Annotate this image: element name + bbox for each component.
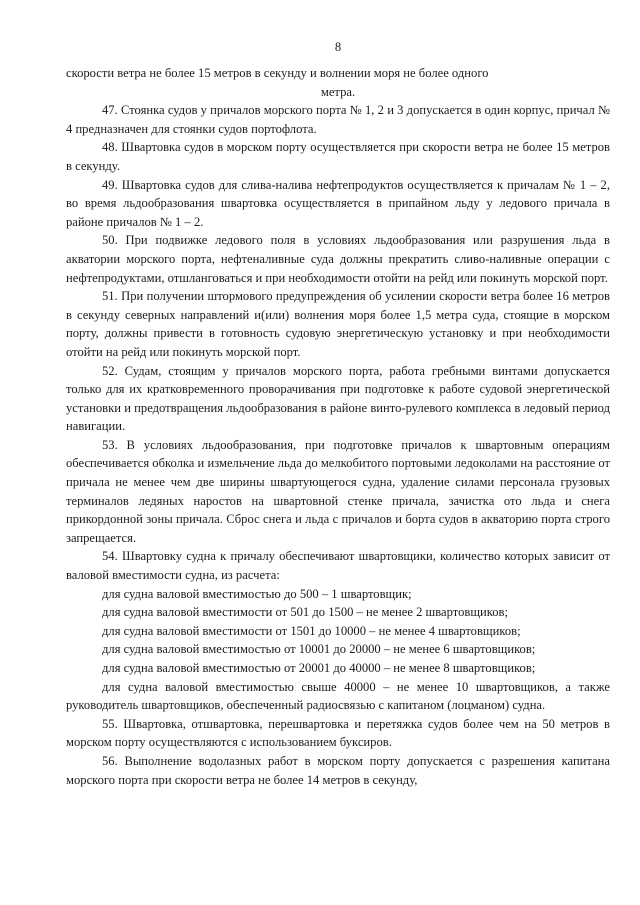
paragraph-continuation: скорости ветра не более 15 метров в секунду и волнении моря не более одного <box>66 66 489 80</box>
list-item: для судна валовой вместимостью от 10001 до 20000 – не менее 6 швартовщиков; <box>102 642 536 657</box>
paragraph-55: 55. Швартовка, отшвартовка, перешвартовка и перетяжка судов более чем на 50 метров в морском порту осуществляются с использованием буксиров. <box>66 716 610 750</box>
paragraph-56: 56. Выполнение водолазных работ в морском порту допускается с разрешения капитана морского порта при скорости ветра не более 14 метров в секунду, <box>66 753 610 787</box>
paragraph-53: 53. В условиях льдообразования, при подготовке причалов к швартовным операциям обеспечивается обколка и измельчение льда до мелкобитого портовыми ледоколами на расстояние от причала не менее чем две ширины швартующегося судна, удаление силами персонала грузовых терминалов ледяных наростов на швартовной стенке причала, зачистка ото льда и снега прикордонной зоны причала. Сброс снега и льда с причалов и борта судов в акваторию порта строго запрещается. <box>66 437 610 545</box>
paragraph-50: 50. При подвижке ледового поля в условиях льдообразования или разрушения льда в акватории морского порта, нефтеналивные суда должны прекратить сливо-наливные операции с нефтепродуктами, отшланговаться и при необходимости отойти на рейд или покинуть морской порт. <box>66 233 610 285</box>
list-item: для судна валовой вместимости от 1501 до 10000 – не менее 4 швартовщиков; <box>102 623 521 638</box>
paragraph-49: 49. Швартовка судов для слива-налива нефтепродуктов осуществляется к причалам № 1 – 2, во время льдообразования швартовка осуществляется в припайном льду у ледового причала в районе причалов № 1 – 2. <box>66 177 610 229</box>
paragraph-47: 47. Стоянка судов у причалов морского порта № 1, 2 и 3 допускается в один корпус, причал № 4 предназначен для стоянки судов портофлота. <box>66 103 610 136</box>
list-item: для судна валовой вместимости от 501 до 1500 – не менее 2 швартовщиков; <box>102 605 508 620</box>
list-item: для судна валовой вместимостью свыше 40000 – не менее 10 швартовщиков, а также руководитель швартовщиков, обеспеченный радиосвязью с капитаном (лоцманом) судна. <box>66 679 610 713</box>
paragraph-54: 54. Швартовку судна к причалу обеспечивают швартовщики, количество которых зависит от валовой вместимости судна, из расчета: <box>66 549 610 583</box>
list-item: для судна валовой вместимостью до 500 – 1 швартовщик; <box>102 586 412 601</box>
paragraph-continuation-end: метра. <box>320 84 356 99</box>
page-number: 8 <box>334 40 342 54</box>
paragraph-52: 52. Судам, стоящим у причалов морского порта, работа гребными винтами допускается только для их кратковременного проворачивания при подготовке к работе судовой энергетической установки и предотвращения льдообразования в районе винто-рулевого комплекса в ледовый период навигации. <box>66 363 610 434</box>
paragraph-48: 48. Швартовка судов в морском порту осуществляется при скорости ветра не более 15 метров в секунду. <box>66 140 610 173</box>
list-item: для судна валовой вместимостью от 20001 до 40000 – не менее 8 швартовщиков; <box>102 661 536 675</box>
paragraph-51: 51. При получении штормового предупреждения об усилении скорости ветра более 16 метров в секунду северных направлений и(или) волнения моря более 1,5 метра суда, стоящие в морском порту, должны привести в готовность судовую энергетическую установку и при необходимости отойти на рейд или покинуть морской порт. <box>66 289 610 359</box>
